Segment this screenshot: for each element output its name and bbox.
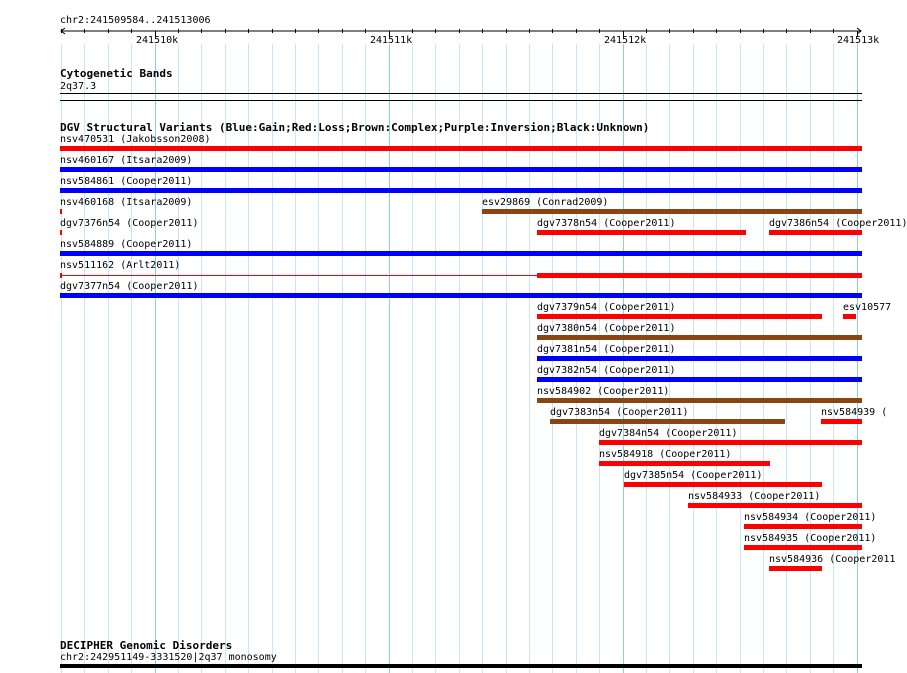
variant-bar-loss[interactable]: [60, 146, 862, 151]
variant-bar-loss[interactable]: [769, 566, 822, 571]
track-title: Cytogenetic Bands: [60, 67, 173, 80]
track-divider: [60, 100, 862, 101]
variant-bar-loss[interactable]: [744, 524, 862, 529]
variant-bar-loss[interactable]: [599, 440, 862, 445]
ruler-axis: [0, 24, 890, 40]
variant-label[interactable]: dgv7383n54 (Cooper2011): [550, 407, 689, 418]
variant-label[interactable]: nsv584935 (Cooper2011): [744, 533, 877, 544]
variant-label[interactable]: nsv460168 (Itsara2009): [60, 197, 193, 208]
variant-bar-loss[interactable]: [537, 230, 746, 235]
variant-bar-complex[interactable]: [537, 398, 862, 403]
ruler-tick-label: 241511k: [370, 35, 413, 46]
variant-bar-loss[interactable]: [599, 461, 770, 466]
variant-label[interactable]: dgv7377n54 (Cooper2011): [60, 281, 199, 292]
variant-label[interactable]: nsv584918 (Cooper2011): [599, 449, 732, 460]
variant-label[interactable]: nsv584933 (Cooper2011): [688, 491, 821, 502]
variant-label[interactable]: nsv511162 (Arlt2011): [60, 260, 181, 271]
variant-label[interactable]: dgv7385n54 (Cooper2011): [624, 470, 763, 481]
variant-label[interactable]: esv29869 (Conrad2009): [482, 197, 609, 208]
cytoband-bar[interactable]: [60, 93, 862, 94]
variant-bar-loss[interactable]: [537, 273, 862, 278]
variant-bar-loss[interactable]: [537, 314, 822, 319]
variant-bar-complex[interactable]: [550, 419, 785, 424]
variant-bar-gain[interactable]: [60, 167, 862, 172]
decipher-feature-bar[interactable]: [60, 664, 862, 668]
variant-bar-complex[interactable]: [537, 335, 862, 340]
variant-bar-loss[interactable]: [624, 482, 822, 487]
variant-bar-gain[interactable]: [60, 293, 862, 298]
variant-bar-gain[interactable]: [537, 356, 862, 361]
variant-label[interactable]: nsv460167 (Itsara2009): [60, 155, 193, 166]
variant-label[interactable]: dgv7381n54 (Cooper2011): [537, 344, 676, 355]
cytoband-label[interactable]: 2q37.3: [60, 81, 97, 92]
variant-bar-gain[interactable]: [60, 188, 862, 193]
ruler-tick-label: 241512k: [604, 35, 647, 46]
variant-bar-loss[interactable]: [769, 230, 862, 235]
variant-label[interactable]: dgv7384n54 (Cooper2011): [599, 428, 738, 439]
track-title: DECIPHER Genomic Disorders: [60, 639, 233, 652]
variant-label[interactable]: dgv7378n54 (Cooper2011): [537, 218, 676, 229]
variant-bar-loss[interactable]: [821, 419, 862, 424]
variant-label[interactable]: nsv584939 (: [821, 407, 888, 418]
variant-label[interactable]: nsv584934 (Cooper2011): [744, 512, 877, 523]
variant-bar-loss[interactable]: [688, 503, 862, 508]
variant-label[interactable]: dgv7380n54 (Cooper2011): [537, 323, 676, 334]
variant-bar-loss-thin[interactable]: [60, 275, 537, 276]
variant-label[interactable]: nsv584936 (Cooper2011: [769, 554, 896, 565]
variant-label[interactable]: nsv470531 (Jakobsson2008): [60, 134, 211, 145]
variant-bar-gain[interactable]: [60, 251, 862, 256]
variant-label[interactable]: esv10577: [843, 302, 892, 313]
ruler-tick-marks: [62, 29, 858, 36]
variant-label[interactable]: dgv7386n54 (Cooper2011): [769, 218, 907, 229]
variant-label[interactable]: nsv584889 (Cooper2011): [60, 239, 193, 250]
variant-label[interactable]: nsv584902 (Cooper2011): [537, 386, 670, 397]
variant-label[interactable]: dgv7382n54 (Cooper2011): [537, 365, 676, 376]
ruler-tick-label: 241513k: [837, 35, 880, 46]
variant-bar-loss[interactable]: [60, 209, 62, 214]
variant-label[interactable]: dgv7376n54 (Cooper2011): [60, 218, 199, 229]
track-title: DGV Structural Variants (Blue:Gain;Red:Loss;Brown:Complex;Purple:Inversion;Black:Unknown): [60, 121, 650, 134]
ruler-coordinates: chr2:241509584..241513006: [60, 15, 211, 26]
variant-bar-gain[interactable]: [537, 377, 862, 382]
ruler-tick-label: 241510k: [136, 35, 179, 46]
variant-bar-loss[interactable]: [843, 314, 856, 319]
variant-bar-loss[interactable]: [744, 545, 862, 550]
variant-label[interactable]: nsv584861 (Cooper2011): [60, 176, 193, 187]
variant-bar-complex[interactable]: [482, 209, 862, 214]
decipher-feature-label[interactable]: chr2:242951149-3331520|2q37 monosomy: [60, 652, 277, 663]
variant-bar-loss[interactable]: [60, 230, 62, 235]
variant-label[interactable]: dgv7379n54 (Cooper2011): [537, 302, 676, 313]
